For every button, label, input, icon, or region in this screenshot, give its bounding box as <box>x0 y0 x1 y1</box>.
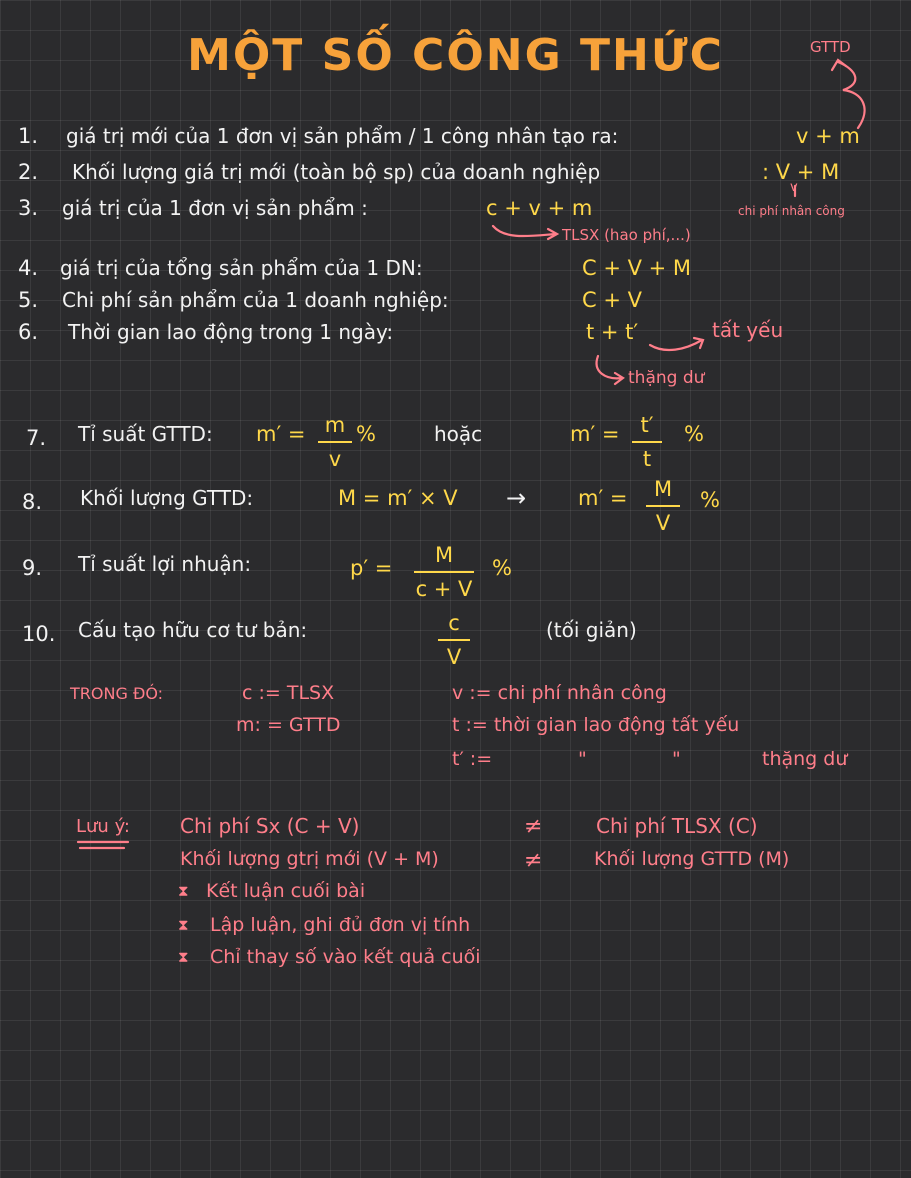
f8-fraction <box>646 476 680 536</box>
def-v: v := chi phí nhân công <box>452 682 667 704</box>
line-5-number: 5. <box>18 288 39 312</box>
line-1-formula: v + m <box>796 124 860 148</box>
def-m: m: = GTTD <box>236 714 341 736</box>
f7b-fraction-bar <box>632 441 662 443</box>
hourglass-icon: ⧗ <box>178 948 189 966</box>
f7a-fraction <box>318 412 352 472</box>
luu-y-underline <box>78 842 128 848</box>
def-t-prime-ditto-2: " <box>672 748 681 770</box>
f8-numerator: M <box>653 477 673 501</box>
note-tat-yeu: tất yếu <box>712 318 784 342</box>
line-7-connector: hoặc <box>434 422 483 446</box>
line-8-text: Khối lượng GTTD: <box>80 486 254 510</box>
f9-lhs: p′ = <box>350 556 393 580</box>
line-9-text: Tỉ suất lợi nhuận: <box>78 552 252 576</box>
f7a-percent: % <box>356 422 376 446</box>
luu-y-bullet-2: Lập luận, ghi đủ đơn vị tính <box>210 914 471 936</box>
f8-expression: M = m′ × V <box>338 486 458 510</box>
line-10-note: (tối giản) <box>546 618 637 642</box>
line-8-number: 8. <box>22 490 43 514</box>
f7b-lhs: m′ = <box>570 422 620 446</box>
line-3-number: 3. <box>18 196 39 220</box>
f9-fraction-bar <box>414 571 474 573</box>
line-5-formula: C + V <box>582 288 642 312</box>
luu-y-comparison-2-right: Khối lượng GTTD (M) <box>594 848 790 870</box>
luu-y-comparison-1-left: Chi phí Sx (C + V) <box>180 814 360 838</box>
def-t-prime-label: t′ := <box>452 748 493 770</box>
page-title: MỘT SỐ CÔNG THỨC <box>187 30 724 81</box>
f7a-denominator: v <box>328 447 342 471</box>
luu-y-label: Lưu ý: <box>76 816 130 837</box>
f10-fraction <box>438 610 470 670</box>
f8-fraction-bar <box>646 505 680 507</box>
line-2-formula: : V + M <box>762 160 840 184</box>
luu-y-comparison-2-left: Khối lượng gtrị mới (V + M) <box>180 848 439 870</box>
luu-y-comparison-2-op: ≠ <box>524 848 543 873</box>
f7b-percent: % <box>684 422 704 446</box>
line-1-text: giá trị mới của 1 đơn vị sản phẩm / 1 công nhân tạo ra: <box>66 124 619 148</box>
line-2-number: 2. <box>18 160 39 184</box>
line-1-number: 1. <box>18 124 39 148</box>
f7b-fraction <box>632 412 662 472</box>
line-10-number: 10. <box>22 622 56 646</box>
line-7-number: 7. <box>26 426 47 450</box>
f10-denominator: V <box>446 645 462 669</box>
line-3-formula: c + v + m <box>486 196 593 220</box>
f7b-denominator: t <box>642 447 652 471</box>
f8-percent: % <box>700 488 720 512</box>
line-4-text: giá trị của tổng sản phẩm của 1 DN: <box>60 256 423 280</box>
luu-y-bullet-3: Chỉ thay số vào kết quả cuối <box>210 946 481 968</box>
f9-fraction <box>414 542 474 602</box>
line-7-text: Tỉ suất GTTD: <box>78 422 213 446</box>
f7a-lhs: m′ = <box>256 422 306 446</box>
line-3-text: giá trị của 1 đơn vị sản phẩm : <box>62 196 368 220</box>
f9-denominator: c + V <box>415 577 473 601</box>
def-t-prime-ditto-1: " <box>578 748 587 770</box>
note-chi-phi-nhan-cong: chi phí nhân công <box>738 204 845 218</box>
f9-numerator: M <box>434 543 454 567</box>
corner-note-gttd: GTTD <box>810 38 851 56</box>
note-thang-du: thặng dư <box>628 368 705 388</box>
def-t-prime-value: thặng dư <box>762 748 848 770</box>
v-mark: v <box>790 180 798 195</box>
tat-yeu-arrow <box>650 340 702 350</box>
f7a-numerator: m <box>324 413 346 437</box>
f8-arrow: → <box>506 484 527 512</box>
f7a-fraction-bar <box>318 441 352 443</box>
def-c: c := TLSX <box>242 682 335 704</box>
f10-numerator: c <box>448 611 460 635</box>
def-t: t := thời gian lao động tất yếu <box>452 714 740 736</box>
f8-lhs: m′ = <box>578 486 628 510</box>
line-6-text: Thời gian lao động trong 1 ngày: <box>68 320 394 344</box>
luu-y-comparison-1-op: ≠ <box>524 814 543 839</box>
line-9-number: 9. <box>22 556 43 580</box>
f8-denominator: V <box>655 511 671 535</box>
tlsx-arrow <box>493 226 556 236</box>
luu-y-bullet-1: Kết luận cuối bài <box>206 880 366 902</box>
luu-y-comparison-1-right: Chi phí TLSX (C) <box>596 814 758 838</box>
line-10-text: Cấu tạo hữu cơ tư bản: <box>78 618 308 642</box>
f10-fraction-bar <box>438 639 470 641</box>
line-6-formula: t + t′ <box>586 320 639 344</box>
line-2-text: Khối lượng giá trị mới (toàn bộ sp) của doanh nghiệp <box>72 160 601 184</box>
line-6-number: 6. <box>18 320 39 344</box>
f7b-numerator: t′ <box>640 413 654 437</box>
note-tlsx: TLSX (hao phí,...) <box>562 226 691 244</box>
hourglass-icon: ⧗ <box>178 882 189 900</box>
line-4-number: 4. <box>18 256 39 280</box>
line-5-text: Chi phí sản phẩm của 1 doanh nghiệp: <box>62 288 449 312</box>
f9-percent: % <box>492 556 512 580</box>
hourglass-icon: ⧗ <box>178 916 189 934</box>
line-4-formula: C + V + M <box>582 256 692 280</box>
trong-do-label: TRONG ĐÓ: <box>70 684 164 703</box>
